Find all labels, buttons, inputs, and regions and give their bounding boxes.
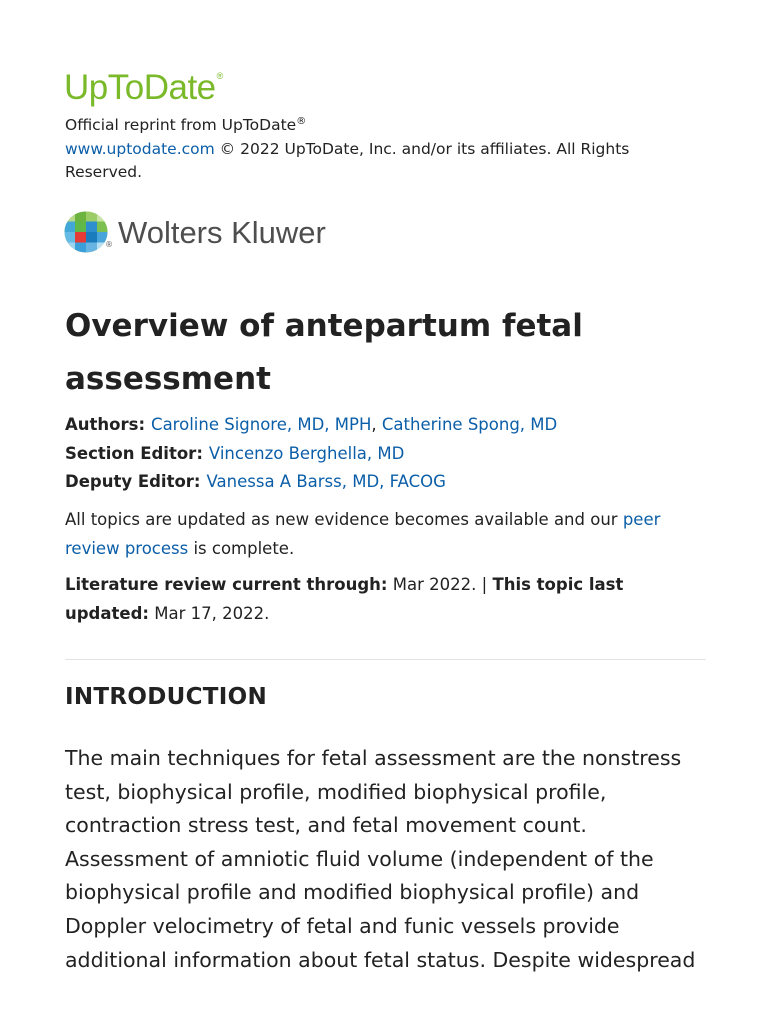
article-credits <box>65 411 705 497</box>
uptodate-logo <box>64 70 222 105</box>
last-updated-label: This topic last updated: <box>65 575 624 623</box>
lit-review-value: Mar 2022. | <box>387 575 493 594</box>
reprint-registered: ® <box>296 116 307 127</box>
author-separator: , <box>371 415 382 434</box>
update-note-suffix: is complete. <box>188 538 295 558</box>
wolters-kluwer-name: Wolters Kluwer <box>118 215 326 250</box>
uptodate-logo-registered: ® <box>216 71 223 81</box>
reprint-text: Official reprint from UpToDate <box>65 116 297 135</box>
section-heading: INTRODUCTION <box>65 684 268 710</box>
wolters-kluwer-mark-icon <box>64 211 108 253</box>
article-title: Overview of antepartum fetal assessment <box>65 308 583 397</box>
copyright-text: © 2022 UpToDate, Inc. and/or its affiliates. All Rights Reserved. <box>65 139 630 182</box>
deputy-editor-link[interactable]: Vanessa A Barss, MD, FACOG <box>206 472 446 491</box>
wolters-kluwer-logo <box>64 211 326 253</box>
section-editor-label: Section Editor: <box>65 443 203 463</box>
uptodate-site-link[interactable]: www.uptodate.com <box>65 139 215 158</box>
lit-review-label: Literature review current through: <box>65 575 388 594</box>
authors-label: Authors: <box>65 415 146 434</box>
deputy-editor-label: Deputy Editor: <box>65 472 201 491</box>
author-link[interactable]: Catherine Spong, MD <box>381 415 558 434</box>
uptodate-logo-text: UpToDate <box>64 68 216 107</box>
section-editor-row <box>65 440 705 469</box>
last-updated-value: Mar 17, 2022. <box>149 603 270 623</box>
reprint-notice <box>65 110 705 185</box>
section-editor-link[interactable]: Vincenzo Berghella, MD <box>208 443 405 463</box>
wolters-kluwer-registered: ® <box>105 239 113 249</box>
author-link[interactable]: Caroline Signore, MD, MPH <box>151 415 372 434</box>
peer-review-link[interactable]: peer review process <box>65 510 661 558</box>
review-dates <box>65 571 705 628</box>
authors-row <box>65 411 705 440</box>
update-note-prefix: All topics are updated as new evidence becomes available and our <box>65 510 623 529</box>
update-note <box>65 506 705 563</box>
deputy-editor-row <box>65 468 705 497</box>
introduction-paragraph: The main techniques for fetal assessment are the nonstress test, biophysical profile, modified biophysical profile, contraction stress test, and fetal movement count. Assessment of amniotic fluid volume (independent of the biophysical profile and modified biophysical profile) and Doppler velocimetry of fetal and funic vessels provide additional information about fetal status. Despite widespread <box>65 746 696 972</box>
section-divider <box>65 659 706 660</box>
